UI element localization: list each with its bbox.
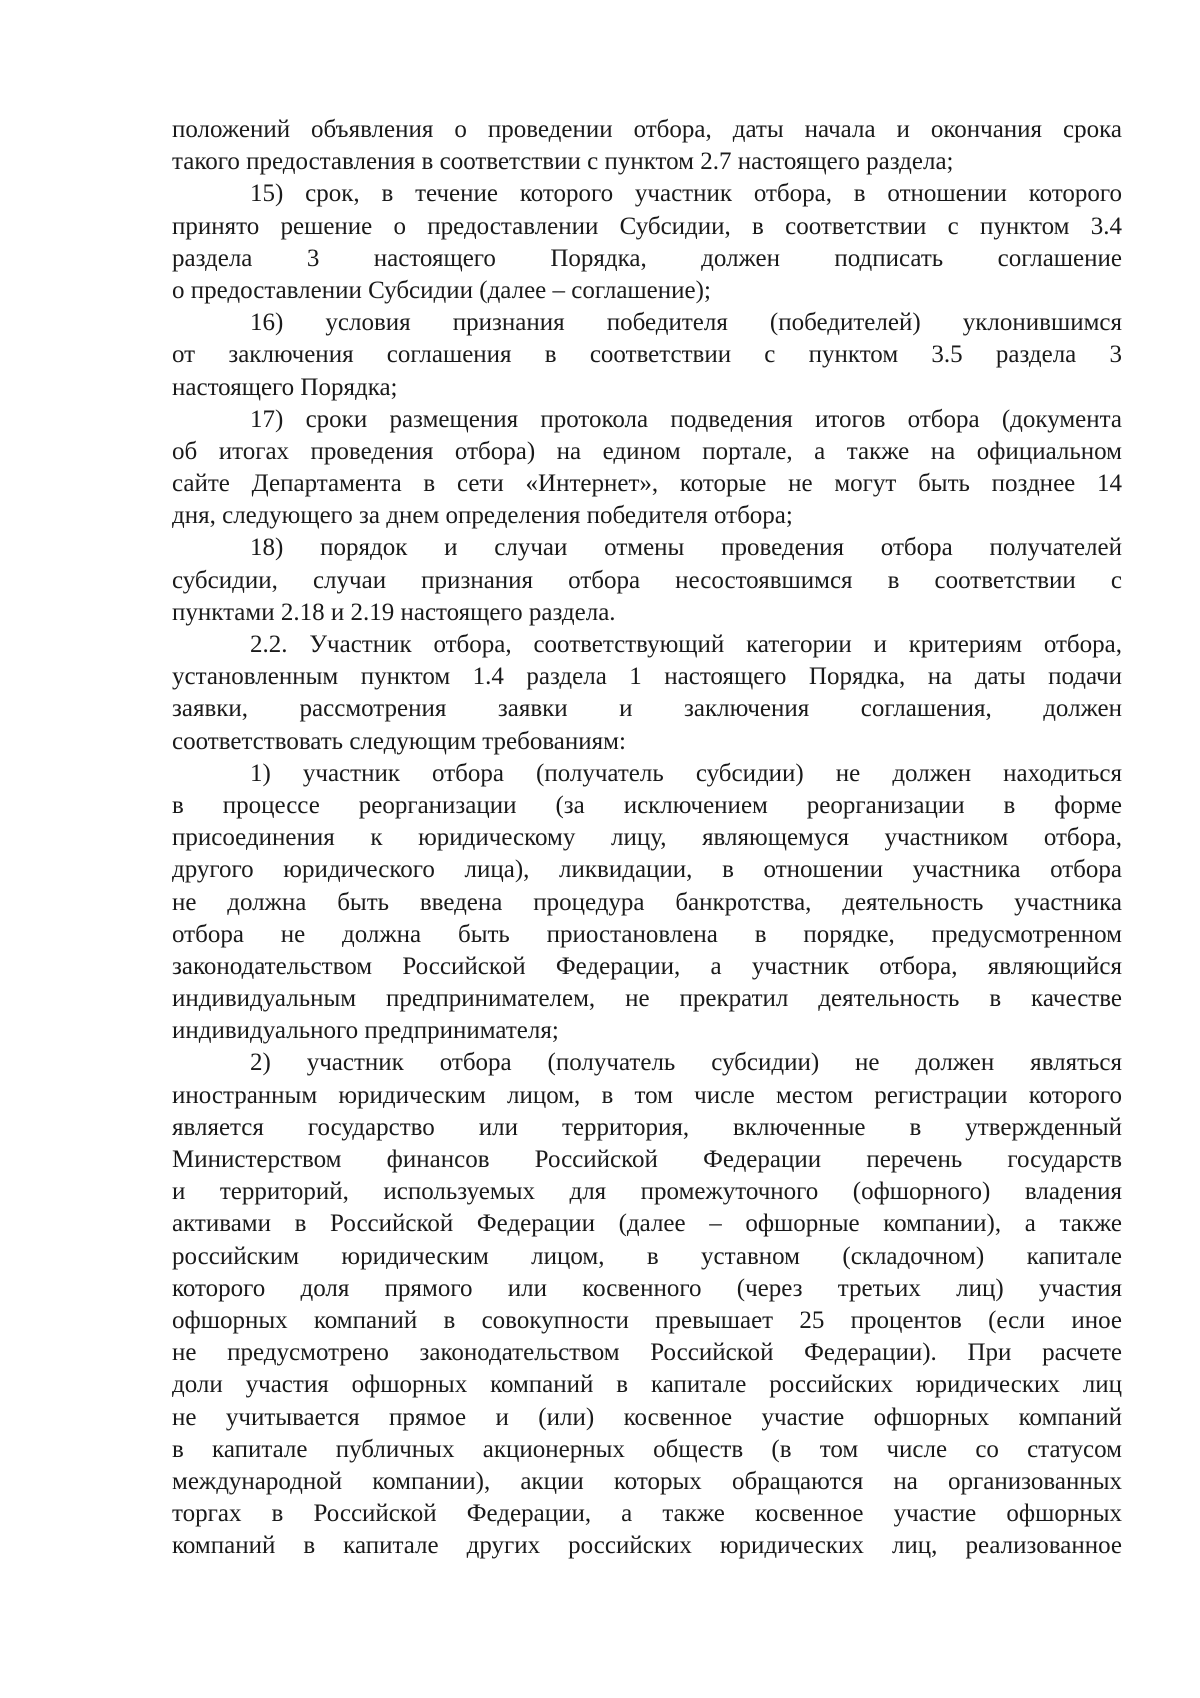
text-line: не учитывается прямое и (или) косвенное участие офшорных компаний (172, 1403, 1122, 1431)
text-line: об итогах проведения отбора) на едином портале, а также на официальном (172, 437, 1122, 465)
text-line: 2.2. Участник отбора, соответствующий категории и критериям отбора, (250, 631, 1122, 658)
text-line: иностранным юридическим лицом, в том числе местом регистрации которого (172, 1081, 1122, 1109)
text-line: от заключения соглашения в соответствии с пунктом 3.5 раздела 3 (172, 341, 1122, 369)
text-line: сайте Департамента в сети «Интернет», которые не могут быть позднее 14 (172, 470, 1122, 498)
text-line: пунктами 2.18 и 2.19 настоящего раздела. (172, 598, 616, 626)
text-line: законодательством Российской Федерации, а участник отбора, являющийся (172, 952, 1122, 980)
text-line: и территорий, используемых для промежуточного (офшорного) владения (172, 1178, 1122, 1206)
text-line: 15) срок, в течение которого участник отбора, в отношении которого (250, 180, 1122, 208)
text-line: в процессе реорганизации (за исключением реорганизации в форме (172, 791, 1122, 819)
paragraph (172, 532, 1122, 629)
text-line: 2) участник отбора (получатель субсидии) не должен являться (250, 1049, 1122, 1077)
text-line: такого предоставления в соответствии с пунктом 2.7 настоящего раздела; (172, 148, 954, 176)
text-line: дня, следующего за днем определения победителя отбора; (172, 502, 793, 530)
text-line: установленным пунктом 1.4 раздела 1 настоящего Порядка, на даты подачи (172, 663, 1122, 691)
text-line: другого юридического лица), ликвидации, в отношении участника отбора (172, 856, 1122, 884)
text-line: которого доля прямого или косвенного (через третьих лиц) участия (172, 1274, 1122, 1302)
text-line: субсидии, случаи признания отбора несостоявшимся в соответствии с (172, 566, 1122, 594)
text-line: активами в Российской Федерации (далее – офшорные компании), а также (172, 1210, 1122, 1238)
text-line: заявки, рассмотрения заявки и заключения соглашения, должен (172, 695, 1122, 723)
text-line: компаний в капитале других российских юридических лиц, реализованное (172, 1532, 1122, 1560)
paragraph (172, 178, 1122, 307)
text-line: 16) условия признания победителя (победителей) уклонившимся (250, 309, 1122, 337)
paragraph (172, 629, 1122, 758)
text-line: офшорных компаний в совокупности превышает 25 процентов (если иное (172, 1306, 1122, 1334)
text-line: доли участия офшорных компаний в капитале российских юридических лиц (172, 1371, 1122, 1399)
paragraph (172, 1047, 1122, 1562)
text-line: не должна быть введена процедура банкротства, деятельность участника (172, 888, 1122, 916)
text-line: Министерством финансов Российской Федерации перечень государств (172, 1146, 1122, 1173)
paragraph (172, 404, 1122, 533)
text-line: индивидуальным предпринимателем, не прекратил деятельность в качестве (172, 985, 1122, 1013)
text-line: торгах в Российской Федерации, а также косвенное участие офшорных (172, 1500, 1122, 1528)
text-line: принято решение о предоставлении Субсидии, в соответствии с пунктом 3.4 (172, 212, 1122, 240)
text-line: 1) участник отбора (получатель субсидии) не должен находиться (250, 759, 1122, 787)
text-line: российским юридическим лицом, в уставном (складочном) капитале (172, 1242, 1122, 1270)
paragraph (172, 114, 1122, 178)
paragraph (172, 307, 1122, 404)
text-line: настоящего Порядка; (172, 373, 398, 401)
text-line: 17) сроки размещения протокола подведения итогов отбора (документа (250, 405, 1122, 433)
text-line: не предусмотрено законодательством Российской Федерации). При расчете (172, 1339, 1122, 1367)
text-line: присоединения к юридическому лицу, являющемуся участником отбора, (172, 824, 1122, 852)
document-body (172, 114, 1122, 1562)
text-line: отбора не должна быть приостановлена в порядке, предусмотренном (172, 920, 1122, 948)
text-line: 18) порядок и случаи отмены проведения отбора получателей (250, 534, 1122, 562)
text-line: в капитале публичных акционерных обществ (в том числе со статусом (172, 1435, 1122, 1463)
text-line: индивидуального предпринимателя; (172, 1017, 559, 1045)
text-line: соответствовать следующим требованиям: (172, 727, 626, 755)
text-line: является государство или территория, включенные в утвержденный (172, 1113, 1122, 1141)
text-line: международной компании), акции которых обращаются на организованных (172, 1467, 1122, 1495)
text-line: положений объявления о проведении отбора, даты начала и окончания срока (172, 116, 1122, 143)
paragraph (172, 758, 1122, 1048)
text-line: раздела 3 настоящего Порядка, должен подписать соглашение (172, 244, 1122, 272)
text-line: о предоставлении Субсидии (далее – соглашение); (172, 276, 711, 304)
